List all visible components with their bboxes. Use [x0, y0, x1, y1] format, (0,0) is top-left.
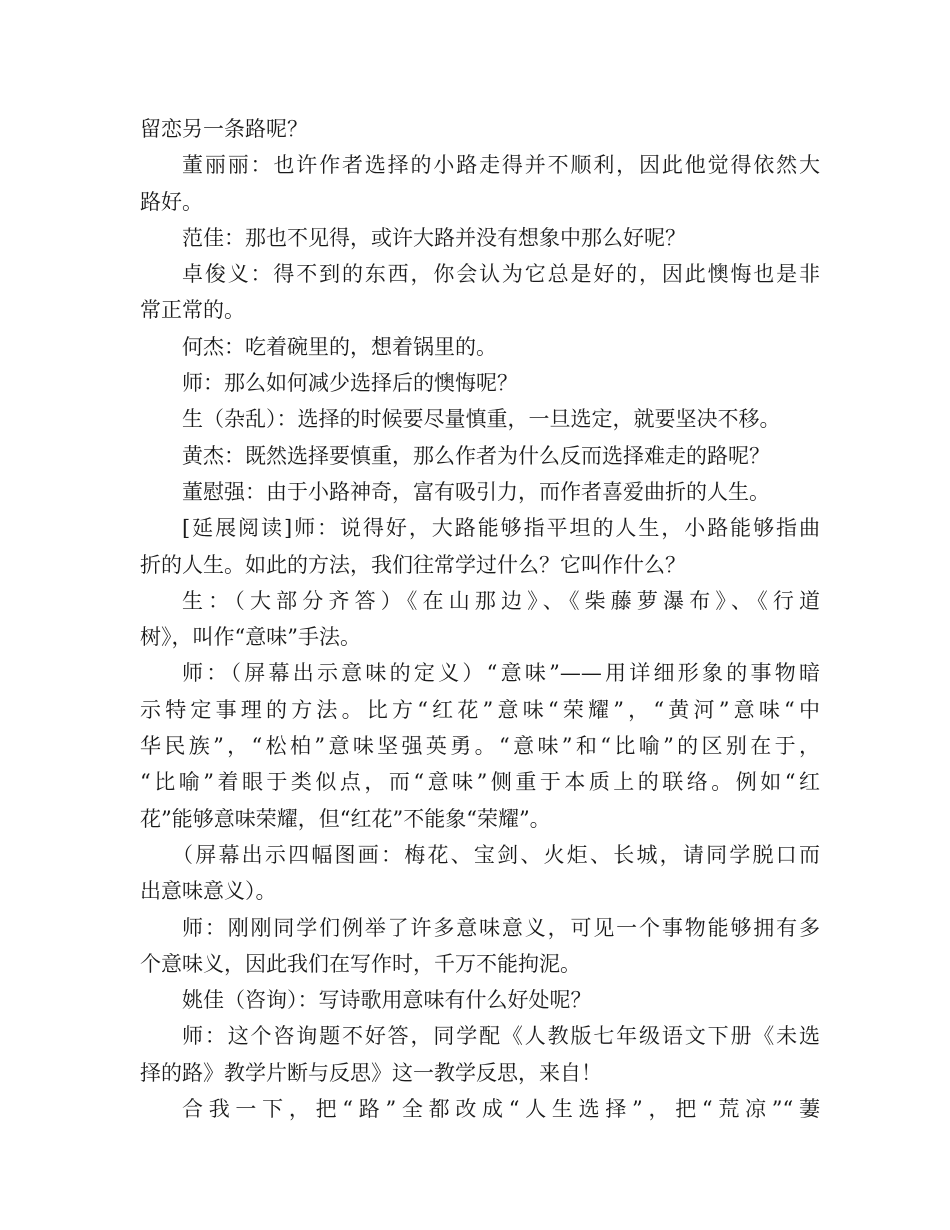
text-line: 花”能够意味荣耀，但“红花”不能象“荣耀”。 — [140, 806, 551, 831]
text-line: 树》，叫作“意味”手法。 — [140, 625, 361, 650]
text-line: 出意味意义）。 — [140, 879, 277, 904]
text-line: 生：（大部分齐答）《在山那边》、《柴藤萝瀑布》、《行道 — [182, 588, 820, 613]
text-line: 董慰强：由于小路神奇，富有吸引力，而作者喜爱曲折的人生。 — [182, 479, 770, 504]
text-line: “比喻”着眼于类似点，而“意味”侧重于本质上的联络。例如“红 — [140, 770, 820, 795]
text-line: 示特定事理的方法。比方“红花”意味“荣耀”，“黄河”意味“中 — [140, 697, 820, 722]
text-line: 何杰：吃着碗里的，想着锅里的。 — [182, 334, 497, 359]
text-line: 师：（屏幕出示意味的定义）“意味”——用详细形象的事物暗 — [182, 661, 820, 686]
text-line: [延展阅读]师：说得好，大路能够指平坦的人生，小路能够指曲 — [182, 516, 820, 541]
text-line: 合我一下，把“路”全都改成“人生选择”，把“荒凉”“萋 — [182, 1097, 820, 1122]
text-line: 路好。 — [140, 189, 203, 214]
document-body — [140, 111, 820, 1127]
text-line: 师：刚刚同学们例举了许多意味意义，可见一个事物能够拥有多 — [182, 915, 820, 940]
text-line: （屏幕出示四幅图画：梅花、宝剑、火炬、长城，请同学脱口而 — [172, 842, 820, 867]
text-line: 范佳：那也不见得，或许大路并没有想象中那么好呢？ — [182, 225, 686, 250]
text-line: 华民族”，“松柏”意味坚强英勇。“意味”和“比喻”的区别在于， — [140, 734, 820, 759]
text-line: 生（杂乱）：选择的时候要尽量慎重，一旦选定，就要坚决不移。 — [182, 407, 781, 432]
text-line: 董丽丽：也许作者选择的小路走得并不顺利，因此他觉得依然大 — [182, 153, 820, 178]
text-line: 常正常的。 — [140, 298, 245, 323]
text-line: 折的人生。如此的方法，我们往常学过什么？它叫作什么？ — [140, 552, 686, 577]
text-line: 个意味义，因此我们在写作时，千万不能拘泥。 — [140, 951, 581, 976]
text-line: 择的路》教学片断与反思》这一教学反思，来自！ — [140, 1060, 602, 1085]
text-line: 姚佳（咨询）：写诗歌用意味有什么好处呢？ — [182, 988, 592, 1013]
text-line: 留恋另一条路呢？ — [140, 117, 308, 141]
text-line: 卓俊义：得不到的东西，你会认为它总是好的，因此懊悔也是非 — [182, 262, 820, 287]
text-line: 师：这个咨询题不好答，同学配《人教版七年级语文下册《未选 — [182, 1024, 820, 1049]
text-line: 黄杰：既然选择要慎重，那么作者为什么反而选择难走的路呢？ — [182, 443, 770, 468]
text-line: 师：那么如何减少选择后的懊悔呢？ — [182, 371, 518, 396]
